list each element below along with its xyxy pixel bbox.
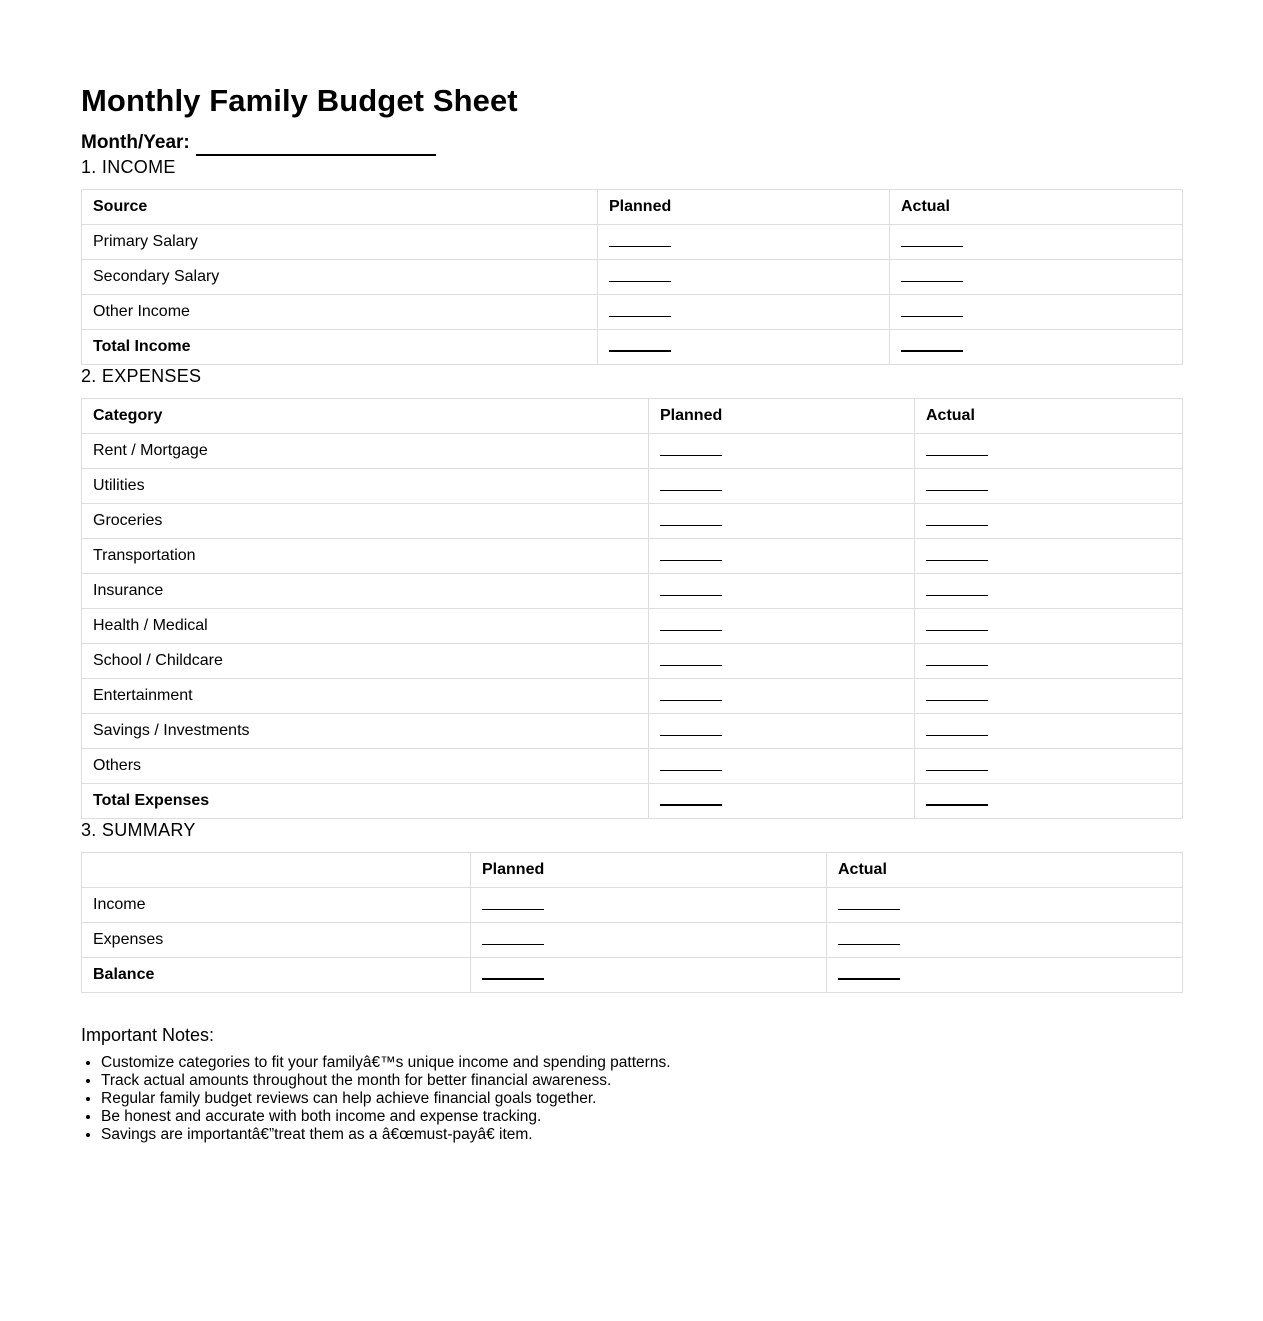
income-table: [81, 189, 1183, 365]
blank-line: [926, 551, 988, 561]
expenses-col-actual: Actual: [915, 399, 1183, 434]
summary-label: Expenses: [82, 923, 471, 958]
blank-line: [660, 586, 722, 596]
planned-cell: [598, 295, 890, 330]
income-source: Primary Salary: [82, 225, 598, 260]
income-total-row: [82, 330, 1183, 365]
blank-line: [660, 656, 722, 666]
blank-line: [660, 551, 722, 561]
blank-line: [926, 481, 988, 491]
list-item: • Regular family budget reviews can help achieve financial goals together.: [101, 1090, 1182, 1108]
actual-cell: [915, 574, 1183, 609]
blank-line: [838, 900, 900, 910]
expense-category: Rent / Mortgage: [82, 434, 649, 469]
expense-category: Groceries: [82, 504, 649, 539]
planned-cell: [471, 888, 827, 923]
income-col-source: Source: [82, 190, 598, 225]
expense-category: Insurance: [82, 574, 649, 609]
actual-cell: [890, 330, 1183, 365]
blank-line: [609, 342, 671, 352]
planned-cell: [649, 609, 915, 644]
expenses-table: [81, 398, 1183, 819]
expenses-col-category: Category: [82, 399, 649, 434]
blank-line: [838, 935, 900, 945]
list-item: • Track actual amounts throughout the month for better financial awareness.: [101, 1072, 1182, 1090]
planned-cell: [598, 225, 890, 260]
blank-line: [660, 796, 722, 806]
actual-cell: [890, 225, 1183, 260]
summary-label: Income: [82, 888, 471, 923]
table-row: [82, 888, 1183, 923]
summary-col-blank: [82, 853, 471, 888]
notes-list: [81, 1054, 1182, 1144]
table-row: [82, 260, 1183, 295]
planned-cell: [649, 714, 915, 749]
planned-cell: [649, 749, 915, 784]
expense-category: Savings / Investments: [82, 714, 649, 749]
month-year-field: [81, 130, 1182, 156]
income-source: Secondary Salary: [82, 260, 598, 295]
table-row: [82, 539, 1183, 574]
table-row: [82, 644, 1183, 679]
planned-cell: [598, 260, 890, 295]
actual-cell: [915, 469, 1183, 504]
blank-line: [482, 935, 544, 945]
actual-cell: [915, 434, 1183, 469]
actual-cell: [827, 958, 1183, 993]
blank-line: [660, 621, 722, 631]
expense-category: Utilities: [82, 469, 649, 504]
table-row: [82, 574, 1183, 609]
planned-cell: [649, 504, 915, 539]
table-row: [82, 923, 1183, 958]
table-row: [82, 225, 1183, 260]
blank-line: [660, 726, 722, 736]
summary-table: [81, 852, 1183, 993]
summary-balance-label: Balance: [82, 958, 471, 993]
income-heading: 1. INCOME: [81, 157, 176, 177]
blank-line: [901, 342, 963, 352]
income-total-label: Total Income: [82, 330, 598, 365]
summary-header-row: [82, 853, 1183, 888]
actual-cell: [890, 295, 1183, 330]
planned-cell: [649, 539, 915, 574]
planned-cell: [649, 644, 915, 679]
income-col-actual: Actual: [890, 190, 1183, 225]
table-row: [82, 714, 1183, 749]
summary-heading: 3. SUMMARY: [81, 820, 196, 840]
actual-cell: [890, 260, 1183, 295]
table-row: [82, 609, 1183, 644]
actual-cell: [827, 888, 1183, 923]
actual-cell: [827, 923, 1183, 958]
blank-line: [901, 237, 963, 247]
expenses-total-label: Total Expenses: [82, 784, 649, 819]
blank-line: [926, 726, 988, 736]
page-title: Monthly Family Budget Sheet: [81, 83, 518, 118]
blank-line: [901, 307, 963, 317]
summary-col-planned: Planned: [471, 853, 827, 888]
expenses-header-row: [82, 399, 1183, 434]
blank-line: [660, 446, 722, 456]
list-item: • Customize categories to fit your familyâ€™s unique income and spending patterns.: [101, 1054, 1182, 1072]
blank-line: [609, 307, 671, 317]
planned-cell: [471, 923, 827, 958]
planned-cell: [649, 469, 915, 504]
planned-cell: [649, 784, 915, 819]
actual-cell: [915, 679, 1183, 714]
actual-cell: [915, 644, 1183, 679]
month-year-blank: [196, 136, 436, 156]
blank-line: [926, 621, 988, 631]
blank-line: [482, 970, 544, 980]
blank-line: [482, 900, 544, 910]
table-row: [82, 295, 1183, 330]
summary-balance-row: [82, 958, 1183, 993]
expense-category: School / Childcare: [82, 644, 649, 679]
blank-line: [660, 481, 722, 491]
blank-line: [838, 970, 900, 980]
expense-category: Entertainment: [82, 679, 649, 714]
income-header-row: [82, 190, 1183, 225]
income-col-planned: Planned: [598, 190, 890, 225]
blank-line: [609, 272, 671, 282]
blank-line: [926, 691, 988, 701]
blank-line: [926, 446, 988, 456]
blank-line: [660, 516, 722, 526]
expense-category: Health / Medical: [82, 609, 649, 644]
notes-heading: Important Notes:: [81, 1025, 215, 1045]
month-year-label: Month/Year:: [81, 132, 190, 153]
blank-line: [609, 237, 671, 247]
actual-cell: [915, 784, 1183, 819]
summary-col-actual: Actual: [827, 853, 1183, 888]
table-row: [82, 434, 1183, 469]
blank-line: [660, 691, 722, 701]
blank-line: [926, 656, 988, 666]
expenses-heading: 2. EXPENSES: [81, 366, 202, 386]
actual-cell: [915, 539, 1183, 574]
list-item: • Savings are importantâ€”treat them as a â€œmust-payâ€ item.: [101, 1126, 1182, 1144]
blank-line: [926, 516, 988, 526]
planned-cell: [649, 574, 915, 609]
blank-line: [660, 761, 722, 771]
planned-cell: [649, 679, 915, 714]
table-row: [82, 469, 1183, 504]
expense-category: Others: [82, 749, 649, 784]
actual-cell: [915, 609, 1183, 644]
list-item: • Be honest and accurate with both income and expense tracking.: [101, 1108, 1182, 1126]
table-row: [82, 504, 1183, 539]
expense-category: Transportation: [82, 539, 649, 574]
table-row: [82, 749, 1183, 784]
actual-cell: [915, 504, 1183, 539]
planned-cell: [598, 330, 890, 365]
expenses-col-planned: Planned: [649, 399, 915, 434]
blank-line: [901, 272, 963, 282]
blank-line: [926, 586, 988, 596]
expenses-total-row: [82, 784, 1183, 819]
table-row: [82, 679, 1183, 714]
planned-cell: [649, 434, 915, 469]
blank-line: [926, 761, 988, 771]
planned-cell: [471, 958, 827, 993]
actual-cell: [915, 714, 1183, 749]
income-source: Other Income: [82, 295, 598, 330]
blank-line: [926, 796, 988, 806]
actual-cell: [915, 749, 1183, 784]
